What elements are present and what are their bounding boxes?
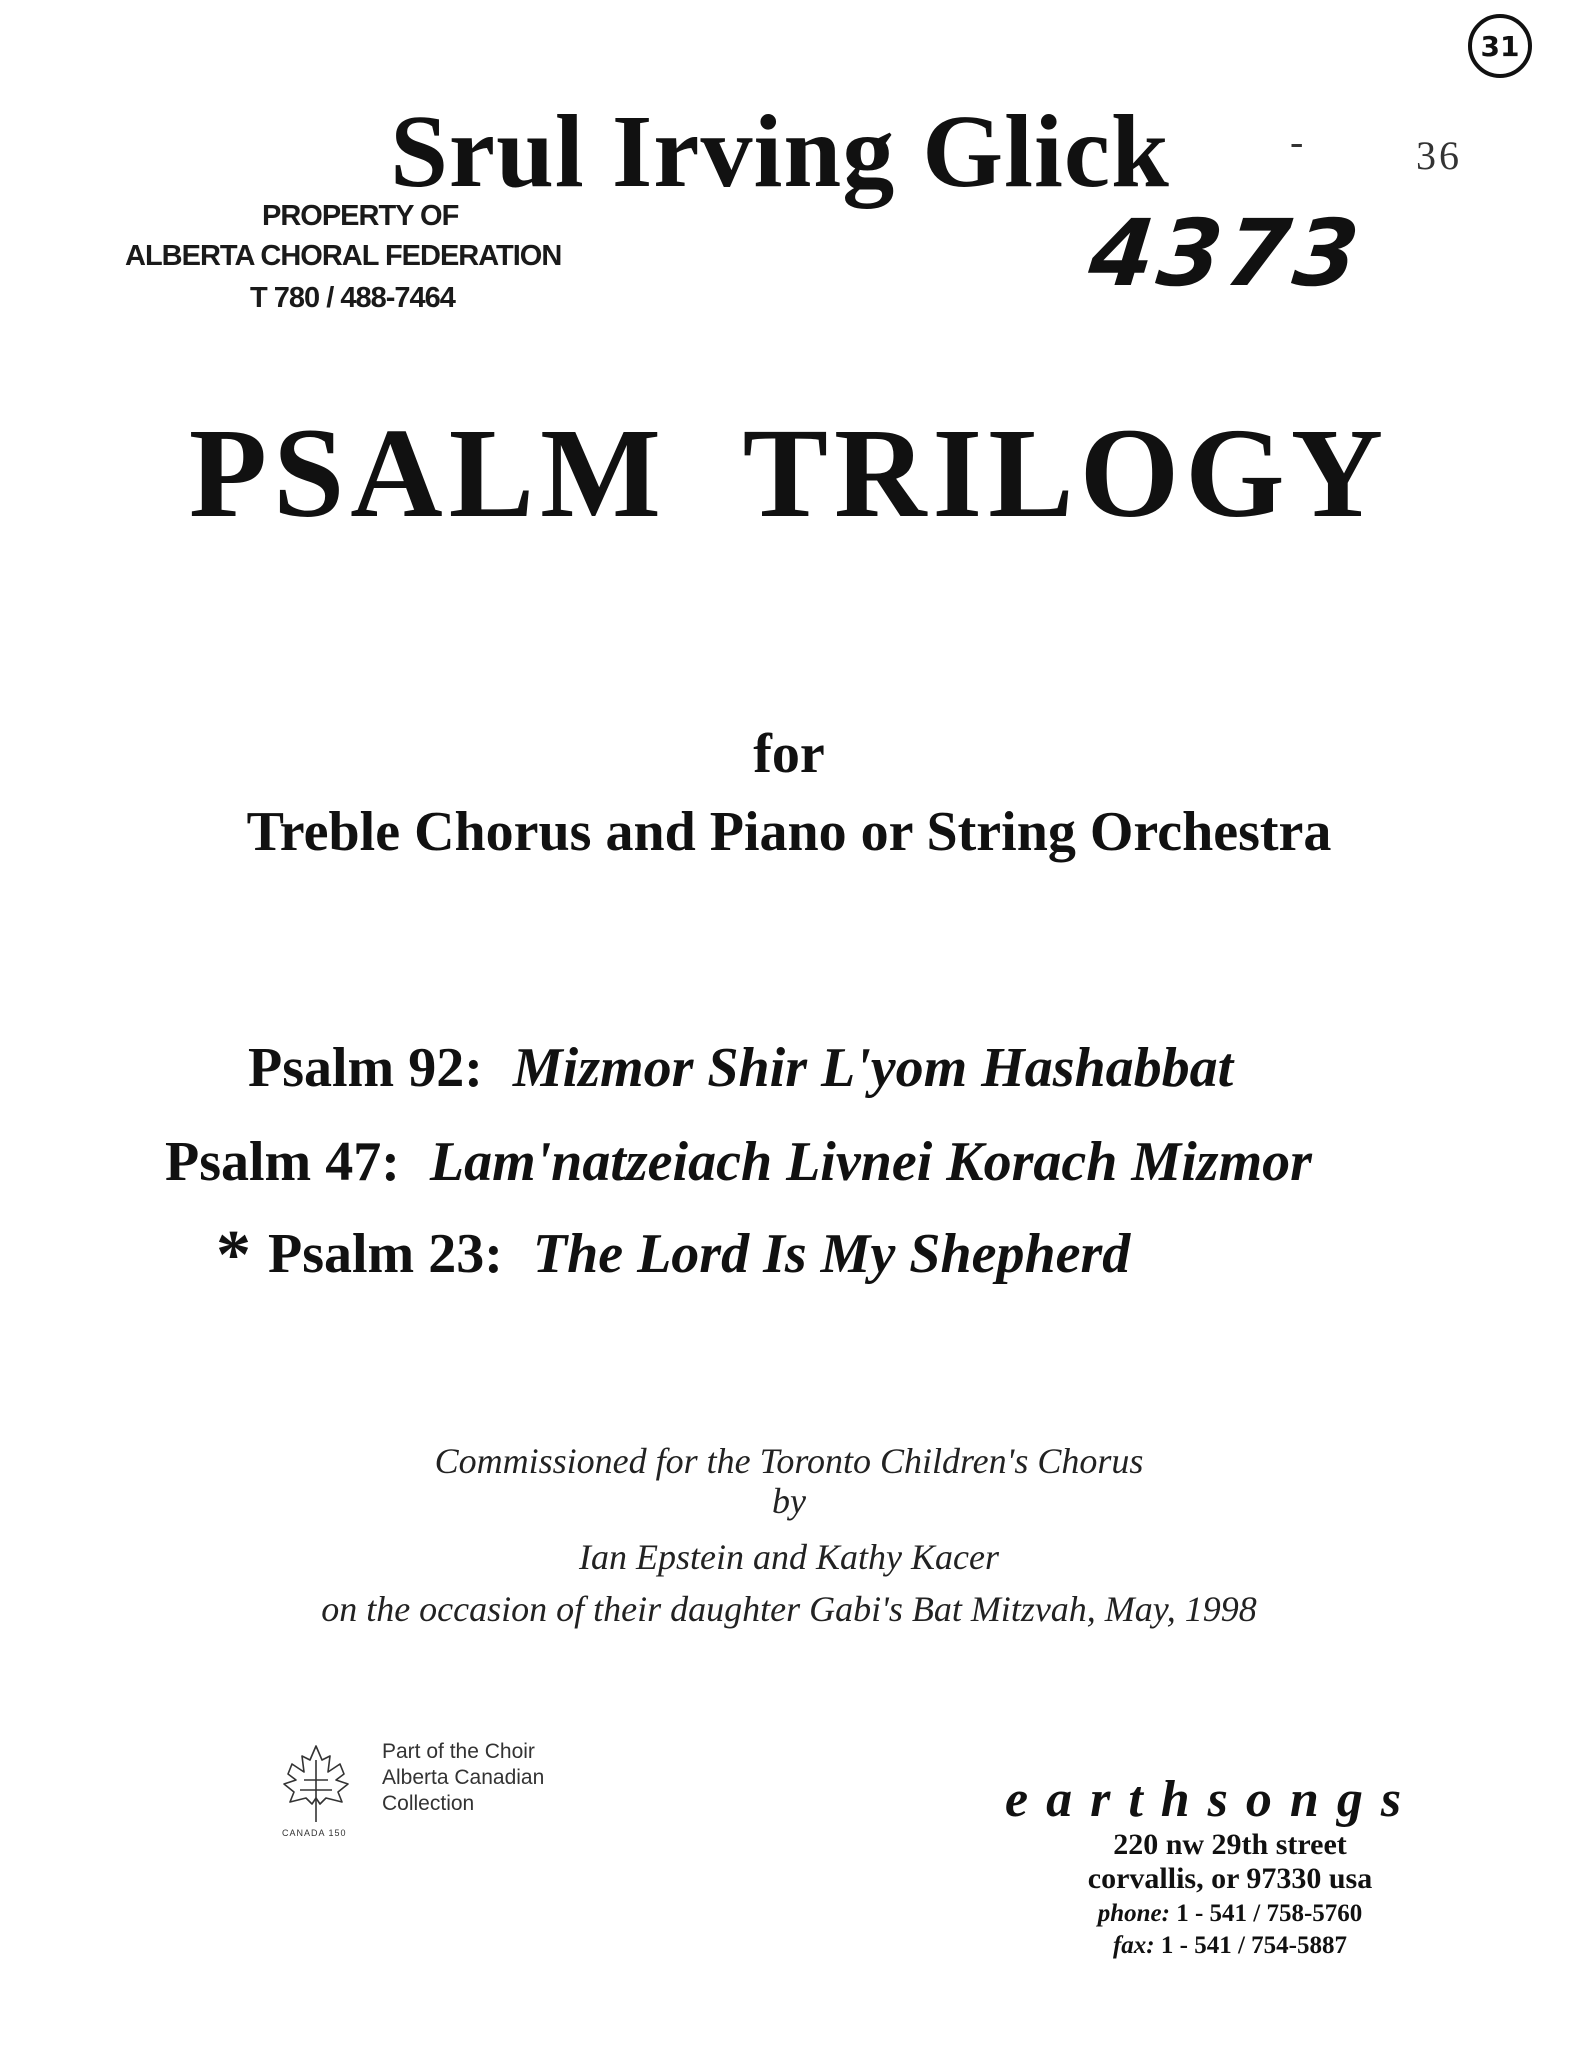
property-stamp-line3: T 780 / 488-7464: [250, 282, 455, 314]
page-title: PSALM TRILOGY: [188, 402, 1390, 544]
property-stamp-line1: PROPERTY OF: [262, 200, 459, 232]
psalm-number: Psalm 47:: [165, 1131, 400, 1193]
psalm-item: [248, 1036, 1233, 1100]
collection-line: Part of the Choir: [382, 1740, 535, 1763]
circled-number-text: 31: [1480, 29, 1520, 63]
circled-page-number: [1468, 14, 1532, 78]
dedication-line: by: [772, 1481, 806, 1521]
handwritten-catalog-number: 4373: [1084, 200, 1368, 307]
scoring-line: Treble Chorus and Piano or String Orchestra: [246, 801, 1332, 863]
phone-label: phone:: [1097, 1900, 1170, 1927]
dedication-line: on the occasion of their daughter Gabi's Bat Mitzvah, May, 1998: [321, 1589, 1257, 1629]
publisher-city: corvallis, or 97330 usa: [1087, 1862, 1373, 1895]
psalm-name: The Lord Is My Shepherd: [532, 1223, 1131, 1285]
stray-dash: -: [1290, 119, 1304, 164]
page-number: 36: [1416, 133, 1462, 178]
fax-number: 1 - 541 / 754-5887: [1160, 1932, 1347, 1959]
collection-line: Collection: [382, 1792, 475, 1815]
composer-name: Srul Irving Glick: [390, 94, 1170, 209]
maple-leaf-icon: [278, 1742, 354, 1826]
psalm-name: Lam'natzeiach Livnei Korach Mizmor: [429, 1131, 1312, 1193]
asterisk-marker: *: [216, 1217, 251, 1294]
psalm-number: Psalm 92:: [248, 1037, 483, 1099]
psalm-item: [165, 1130, 1312, 1194]
fax-label: fax:: [1112, 1932, 1155, 1959]
publisher-name: earthsongs: [1005, 1771, 1420, 1828]
phone-number: 1 - 541 / 758-5760: [1176, 1900, 1363, 1927]
publisher-street: 220 nw 29th street: [1113, 1828, 1347, 1861]
psalm-number: Psalm 23:: [268, 1223, 503, 1285]
publisher-fax: [1000, 1932, 1460, 1960]
publisher-phone: [1000, 1900, 1460, 1928]
dedication-line: Commissioned for the Toronto Children's Chorus: [434, 1441, 1144, 1481]
collection-line: Alberta Canadian: [382, 1766, 545, 1789]
for-label: for: [753, 723, 825, 785]
dedication-line: Ian Epstein and Kathy Kacer: [579, 1537, 999, 1577]
psalm-item: [216, 1217, 1131, 1294]
psalm-name: Mizmor Shir L'yom Hashabbat: [512, 1037, 1234, 1099]
property-stamp-line2: ALBERTA CHORAL FEDERATION: [125, 240, 562, 272]
canada-150-label: CANADA 150: [282, 1828, 347, 1838]
